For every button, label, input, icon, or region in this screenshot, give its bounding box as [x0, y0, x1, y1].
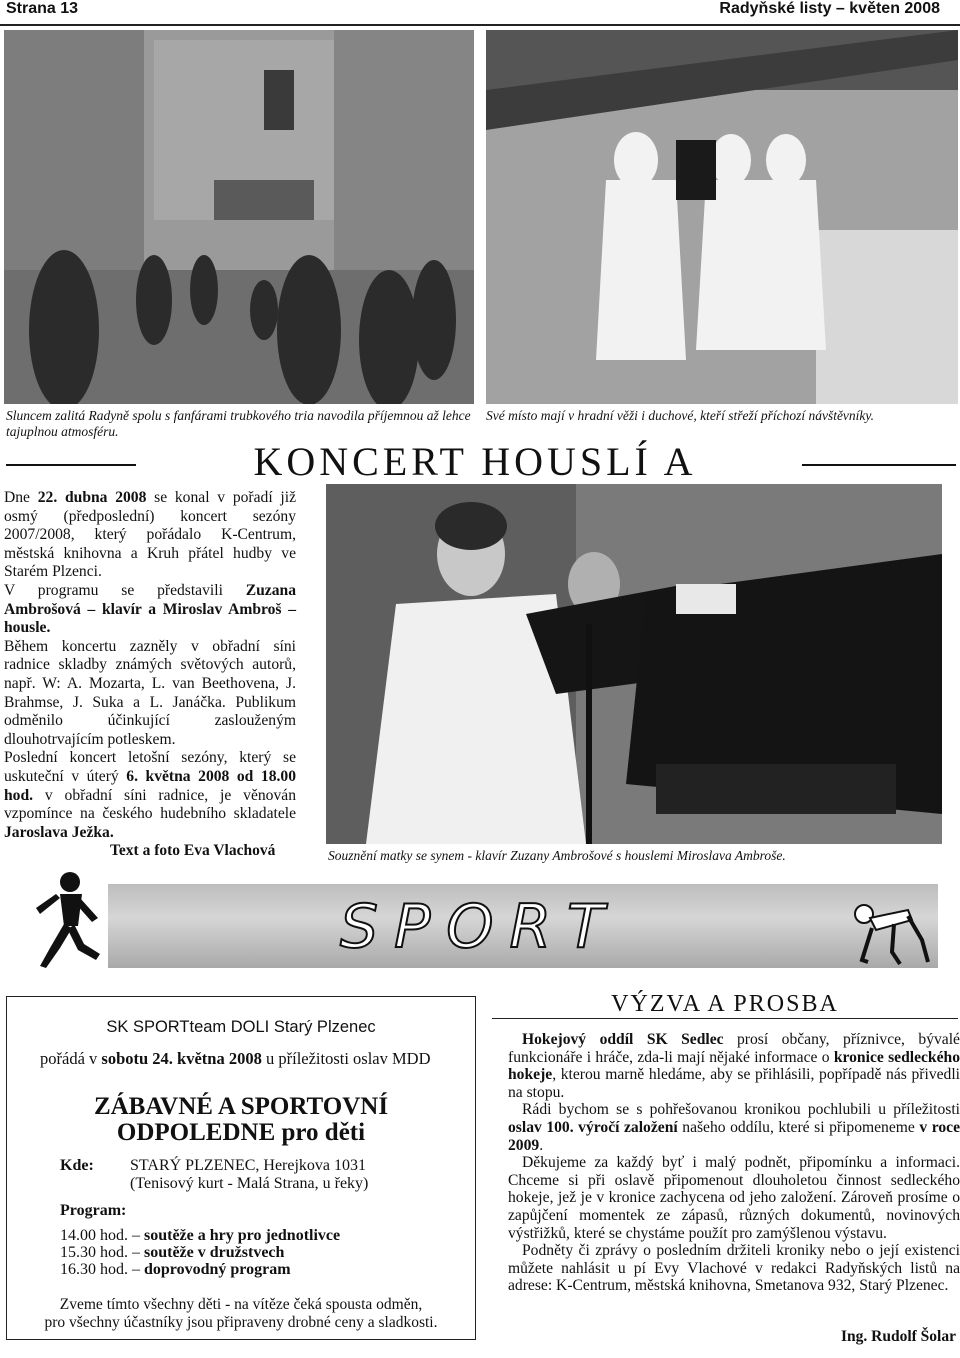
program-item: 14.00 hod. – soutěže a hry pro jednotlivce	[60, 1227, 341, 1244]
program-item: 15.30 hod. – soutěže v družstvech	[60, 1244, 285, 1261]
appeal-body	[508, 1031, 960, 1295]
appeal-paragraph: Děkujeme za každý byť i malý podnět, připomínku a informaci. Chceme si při oslavě připomenout dlouholetou činnost sedleckého hokeje, jež je v kronice zachycena od jeho založení. Zároveň prosíme o zapůjčení momentek ze zápasů, různých dokumentů, novinových výstřižků, které se chystáme použít pro zamýšlenou výstavu.	[508, 1154, 960, 1242]
runner-icon	[20, 868, 110, 968]
article-paragraph: Dne 22. dubna 2008 se konal v pořadí již osmý (předposlední) koncert sezóny 2007/2008, který pořádalo K-Centrum, městská knihovna a Kruh přátel hudby ve Starém Plzenci.	[4, 489, 296, 581]
appeal-paragraph: Podněty či zprávy o posledním držiteli kroniky nebo o její existenci můžete nahlásit u pí Evy Vlachové v redakci Radyňských listů na adrese: K-Centrum, městská knihovna, Smetanova 932, Starý Plzenec.	[508, 1242, 960, 1295]
event-headline-1: ZÁBAVNÉ A SPORTOVNÍ	[93, 1093, 389, 1120]
event-organizer: SK SPORTteam DOLI Starý Plzenec	[106, 1018, 376, 1036]
castle-courtyard-photo	[4, 30, 474, 404]
title-rule-right	[802, 464, 956, 466]
header-rule	[0, 24, 960, 26]
event-where-address: STARÝ PLZENEC, Herejkova 1031	[130, 1157, 367, 1174]
sport-heading: SPORT	[340, 892, 620, 962]
program-item: 16.30 hod. – doprovodný program	[60, 1261, 291, 1278]
article-paragraph: Poslední koncert letošní sezóny, který se uskuteční v úterý 6. května 2008 od 18.00 hod. v obřadní síni radnice, je věnován vzpomínce na českého hudebního skladatele Jaroslava Ježka.	[4, 749, 296, 841]
event-where-label: Kde:	[60, 1157, 94, 1174]
publication-title: Radyňské listy – květen 2008	[719, 0, 940, 17]
event-footer-1: Zveme tímto všechny děti - na vítěze čeká spousta odměn,	[59, 1296, 423, 1313]
sprinter-icon	[842, 880, 938, 968]
title-rule-left	[6, 464, 136, 466]
event-headline-2: ODPOLEDNE pro děti	[116, 1119, 366, 1146]
article-paragraph: V programu se představili Zuzana Ambrošová – klavír a Miroslav Ambroš – housle.	[4, 581, 296, 637]
concert-photo	[326, 484, 942, 844]
event-footer-2: pro všechny účastníky jsou připraveny drobné ceny a sladkosti.	[44, 1314, 438, 1331]
tower-ghosts-photo	[486, 30, 958, 404]
article-paragraph: Během koncertu zazněly v obřadní síni radnice skladby známých světových autorů, např. W: A. Mozarta, L. van Beethovena, J. Brahmse, J. Suka a L. Janáčka. Publikum odměnilo účinkující zaslouženým dlouhotrvajícím potleskem.	[4, 637, 296, 748]
page-number: Strana 13	[6, 0, 79, 17]
appeal-rule	[492, 1018, 958, 1019]
appeal-signature: Ing. Rudolf Šolar	[841, 1328, 956, 1345]
event-where-detail: (Tenisový kurt - Malá Strana, u řeky)	[130, 1175, 369, 1192]
event-program-label: Program:	[60, 1202, 127, 1219]
ghosts-photo-caption: Své místo mají v hradní věži i duchové, kteří střeží příchozí návštěvníky.	[486, 408, 875, 423]
appeal-paragraph: Rádi bychom se s pohřešovanou kronikou pochlubili u příležitosti oslav 100. výročí založení našeho oddílu, které si připomeneme v roce 2009.	[508, 1101, 960, 1154]
concert-photo-caption: Souznění matky se synem - klavír Zuzany Ambrošové s houslemi Miroslava Ambroše.	[328, 848, 786, 863]
article-title: KONCERT HOUSLÍ A	[253, 439, 697, 484]
castle-photo-caption: Sluncem zalitá Radyně spolu s fanfárami trubkového tria navodila příjemnou až lehce tajuplnou atmosféru.	[6, 408, 471, 439]
event-date-line: pořádá v sobotu 24. května 2008 u příležitosti oslav MDD	[40, 1049, 431, 1068]
article-author: Text a foto Eva Vlachová	[110, 842, 276, 859]
article-body	[4, 489, 296, 842]
appeal-paragraph: Hokejový oddíl SK Sedlec prosí občany, příznivce, bývalé funkcionáře i hráče, zda-li mají nějaké informace o kronice sedleckého hokeje, kterou marně hledáme, aby se přihlásili, popřípadě nás přivedli na stopu.	[508, 1031, 960, 1101]
appeal-title: VÝZVA A PROSBA	[611, 991, 839, 1017]
